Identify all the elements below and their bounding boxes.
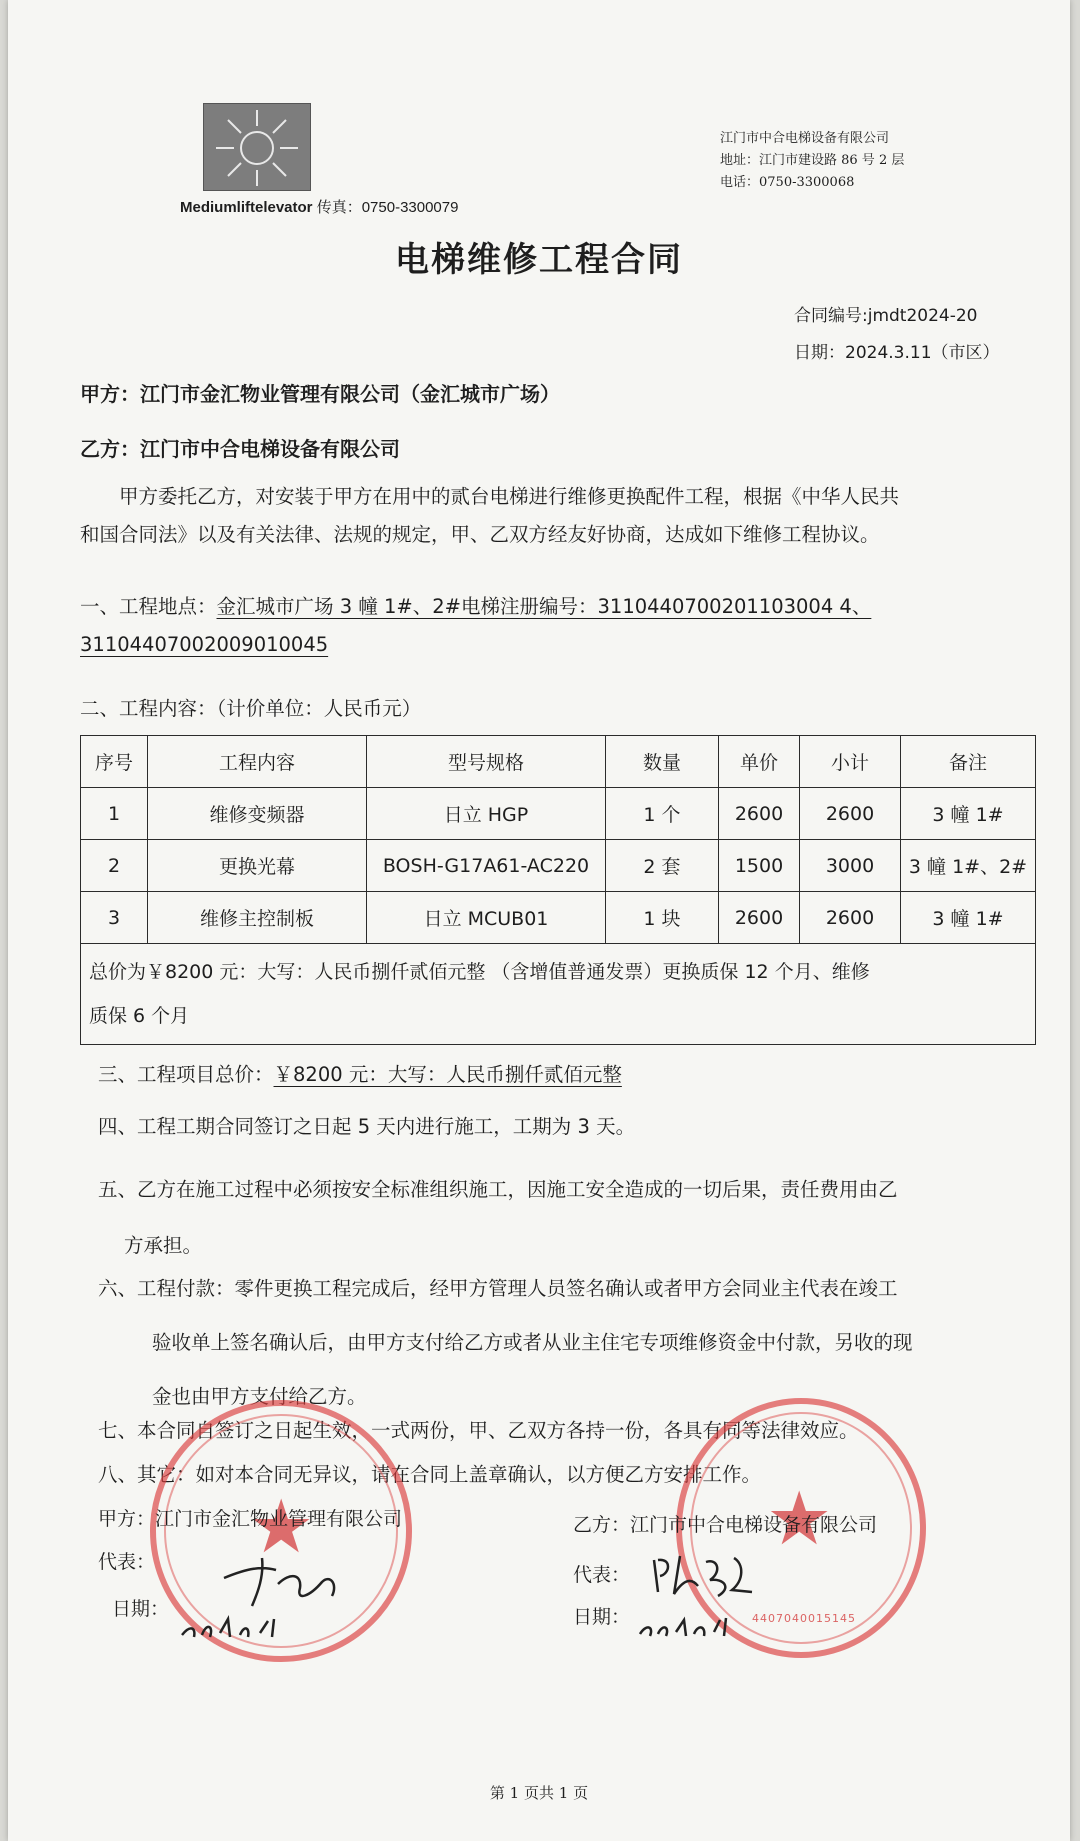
section-7: 七、本合同自签订之日起生效，一式两份，甲、乙双方各持一份，各具有同等法律效应。: [98, 1419, 859, 1442]
seal-code: 4407040015145: [752, 1612, 856, 1625]
party-a-signed-date: [178, 1605, 288, 1645]
intro-line-2: 和国合同法》以及有关法律、法规的规定，甲、乙双方经友好协商，达成如下维修工程协议。: [80, 523, 880, 546]
cell-model: 日立 HGP: [367, 788, 606, 840]
company-name: 江门市中合电梯设备有限公司: [720, 131, 890, 146]
total-line-2: 质保 6 个月: [89, 1005, 190, 1027]
page-footer: 第 1 页共 1 页: [489, 1784, 589, 1802]
cell-content: 更换光幕: [148, 840, 367, 892]
cell-remark: 3 幢 1#、2#: [901, 840, 1036, 892]
section-5-line-1: 五、乙方在施工过程中必须按安全标准组织施工，因施工安全造成的一切后果，责任费用由乙: [98, 1178, 898, 1201]
cell-remark: 3 幢 1#: [901, 892, 1036, 944]
section-1: [80, 588, 871, 664]
section-5-line-2: 方承担。: [124, 1234, 203, 1257]
cell-unit-price: 2600: [719, 788, 800, 840]
section-1-location: 金汇城市广场 3 幢 1#、2#电梯注册编号：3110440700201103004 4、: [216, 595, 872, 618]
section-6-line-1: 六、工程付款：零件更换工程完成后，经甲方管理人员签名确认或者甲方会同业主代表在竣工: [98, 1277, 898, 1300]
fax-number: 传真：0750-3300079: [316, 199, 459, 216]
company-info: [720, 128, 904, 194]
company-phone: 电话：0750-3300068: [720, 175, 855, 190]
intro-paragraph: [80, 478, 899, 554]
header-subtotal: 小计: [800, 736, 901, 788]
section-4: 四、工程工期合同签订之日起 5 天内进行施工，工期为 3 天。: [98, 1115, 636, 1138]
registration-number-2: 31104407002009010045: [80, 633, 329, 656]
intro-line-1: 甲方委托乙方，对安装于甲方在用中的贰台电梯进行维修更换配件工程，根据《中华人民共: [119, 485, 900, 508]
cell-subtotal: 2600: [800, 892, 901, 944]
total-cell: [81, 944, 1036, 1045]
seal-star-icon: ★: [766, 1476, 833, 1562]
cell-model: 日立 MCUB01: [367, 892, 606, 944]
cell-qty: 1 块: [606, 892, 719, 944]
work-items-table: [80, 735, 1036, 1045]
cell-model: BOSH-G17A61-AC220: [367, 840, 606, 892]
header-content: 工程内容: [148, 736, 367, 788]
party-a-date-label: 日期：: [112, 1598, 170, 1620]
header-unit-price: 单价: [719, 736, 800, 788]
cell-subtotal: 2600: [800, 788, 901, 840]
party-a-sign-name: 甲方：江门市金汇物业管理有限公司: [98, 1508, 403, 1530]
section-3-label: 三、工程项目总价：: [98, 1063, 274, 1086]
brand-name: Mediumliftelevator: [180, 199, 313, 216]
party-a: 甲方：江门市金汇物业管理有限公司（金汇城市广场）: [80, 382, 560, 406]
company-logo: [203, 103, 311, 191]
cell-index: 1: [81, 788, 148, 840]
section-5: [98, 1162, 898, 1274]
section-6-line-3: 金也由甲方支付给乙方。: [152, 1385, 367, 1408]
company-address: 地址：江门市建设路 86 号 2 层: [720, 153, 905, 168]
section-3: [98, 1056, 622, 1094]
table-row: [81, 892, 1036, 944]
cell-index: 3: [81, 892, 148, 944]
brand-line: [180, 196, 458, 217]
contract-meta: [794, 298, 1000, 372]
contract-page: [8, 0, 1070, 1841]
party-b-signed-date: [636, 1606, 736, 1644]
cell-remark: 3 幢 1#: [901, 788, 1036, 840]
party-b-rep-label: 代表：: [573, 1564, 631, 1586]
cell-subtotal: 3000: [800, 840, 901, 892]
table-row: [81, 840, 1036, 892]
cell-qty: 2 套: [606, 840, 719, 892]
header-model: 型号规格: [367, 736, 606, 788]
party-b-date-label: 日期：: [573, 1606, 631, 1628]
table-total-row: [81, 944, 1036, 1045]
cell-unit-price: 1500: [719, 840, 800, 892]
header-index: 序号: [81, 736, 148, 788]
cell-qty: 1 个: [606, 788, 719, 840]
party-b-sign-name: 乙方：江门市中合电梯设备有限公司: [573, 1514, 878, 1536]
cell-unit-price: 2600: [719, 892, 800, 944]
table-row: [81, 788, 1036, 840]
section-8: 八、其它：如对本合同无异议，请在合同上盖章确认，以方便乙方安排工作。: [98, 1463, 762, 1486]
section-3-value: ￥8200 元：大写：人民币捌仟贰佰元整: [273, 1063, 622, 1086]
section-6-line-2: 验收单上签名确认后，由甲方支付给乙方或者从业主住宅专项维修资金中付款，另收的现: [152, 1331, 913, 1354]
cell-index: 2: [81, 840, 148, 892]
cell-content: 维修变频器: [148, 788, 367, 840]
party-b-signature: [648, 1546, 758, 1602]
cell-content: 维修主控制板: [148, 892, 367, 944]
header-qty: 数量: [606, 736, 719, 788]
contract-number: 合同编号:jmdt2024-20: [794, 306, 978, 326]
table-header-row: [81, 736, 1036, 788]
party-b: 乙方：江门市中合电梯设备有限公司: [80, 437, 400, 461]
section-2: 二、工程内容：（计价单位：人民币元）: [80, 697, 422, 720]
contract-date: 日期：2024.3.11（市区）: [794, 343, 1000, 363]
party-a-rep-label: 代表：: [98, 1551, 156, 1573]
contract-title: 电梯维修工程合同: [395, 240, 683, 280]
section-1-label: 一、工程地点：: [80, 595, 217, 618]
total-line-1: 总价为￥8200 元：大写：人民币捌仟贰佰元整 （含增值普通发票）更换质保 12 个月、维修: [89, 961, 870, 983]
header-remark: 备注: [901, 736, 1036, 788]
seal-star-icon: ★: [248, 1484, 315, 1570]
